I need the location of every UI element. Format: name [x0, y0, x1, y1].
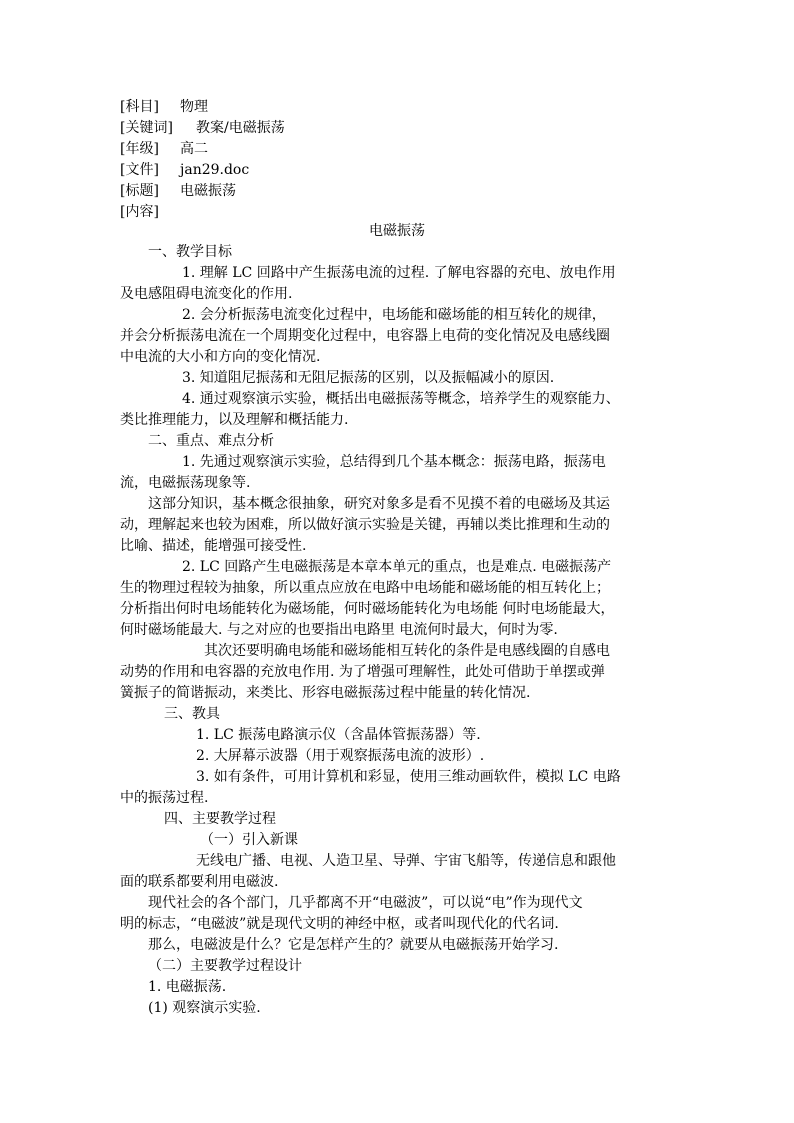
paragraph-line: 簧振子的简谐振动，来类比、形容电磁振荡过程中能量的转化情况.: [120, 685, 531, 701]
section-heading: 四、主要教学过程: [164, 811, 276, 827]
paragraph-line: 何时磁场能最大. 与之对应的也要指出电路里 电流何时最大，何时为零.: [120, 622, 558, 638]
paragraph-line: 1. 理解 LC 回路中产生振荡电流的过程. 了解电容器的充电、放电作用: [182, 265, 616, 281]
paragraph-line: 1. 先通过观察演示实验，总结得到几个基本概念：振荡电路，振荡电: [182, 454, 606, 470]
paragraph-line: 无线电广播、电视、人造卫星、导弹、宇宙飞船等，传递信息和跟他: [196, 853, 616, 869]
meta-keywords: [关键词] 教案/电磁振荡: [120, 120, 285, 136]
paragraph-line: 及电感阻碍电流变化的作用.: [120, 286, 293, 302]
meta-content: [内容]: [120, 204, 159, 220]
paragraph-line: 2. 大屏幕示波器（用于观察振荡电流的波形）.: [196, 748, 485, 764]
paragraph-line: 流，电磁振荡现象等.: [120, 475, 251, 491]
paragraph-line: 1. 电磁振荡.: [148, 979, 227, 995]
paragraph-line: 生的物理过程较为抽象，所以重点应放在电路中电场能和磁场能的相互转化上；: [120, 580, 610, 596]
paragraph-line: (1) 观察演示实验.: [148, 1000, 261, 1016]
paragraph-line: 分析指出何时电场能转化为磁场能，何时磁场能转化为电场能 何时电场能最大，: [120, 601, 615, 617]
paragraph-line: 那么，电磁波是什么？它是怎样产生的？就要从电磁振荡开始学习.: [148, 937, 559, 953]
paragraph-line: 3. 如有条件，可用计算机和彩显，使用三维动画软件，模拟 LC 电路: [196, 769, 621, 785]
meta-grade: [年级] 高二: [120, 141, 208, 157]
paragraph-line: 并会分析振荡电流在一个周期变化过程中，电容器上电荷的变化情况及电感线圈: [120, 328, 610, 344]
subsection-heading: （一）引入新课: [200, 832, 298, 848]
subsection-heading: （二）主要教学过程设计: [148, 958, 302, 974]
section-heading: 一、教学目标: [148, 244, 232, 260]
paragraph-line: 动势的作用和电容器的充放电作用. 为了增强可理解性，此处可借助于单摆或弹: [120, 664, 605, 680]
meta-title: [标题] 电磁振荡: [120, 183, 236, 199]
paragraph-line: 比喻、描述，能增强可接受性.: [120, 538, 307, 554]
section-heading: 三、教具: [164, 706, 220, 722]
paragraph-line: 2. LC 回路产生电磁振荡是本章本单元的重点，也是难点. 电磁振荡产: [182, 559, 612, 575]
document-title: 电磁振荡: [369, 223, 425, 239]
paragraph-line: 现代社会的各个部门，几乎都离不开“电磁波”，可以说“电”作为现代文: [148, 895, 583, 911]
paragraph-line: 2. 会分析振荡电流变化过程中，电场能和磁场能的相互转化的规律，: [182, 307, 606, 323]
paragraph-line: 4. 通过观察演示实验，概括出电磁振荡等概念，培养学生的观察能力、: [182, 391, 620, 407]
paragraph-line: 类比推理能力，以及理解和概括能力.: [120, 412, 349, 428]
paragraph-line: 动，理解起来也较为困难，所以做好演示实验是关键，再辅以类比推理和生动的: [120, 517, 610, 533]
paragraph-line: 这部分知识，基本概念很抽象，研究对象多是看不见摸不着的电磁场及其运: [148, 496, 610, 512]
paragraph-line: 面的联系都要利用电磁波.: [120, 874, 279, 890]
paragraph-line: 其次还要明确电场能和磁场能相互转化的条件是电感线圈的自感电: [204, 643, 610, 659]
meta-subject: [科目] 物理: [120, 99, 208, 115]
paragraph-line: 中的振荡过程.: [120, 790, 209, 806]
section-heading: 二、重点、难点分析: [148, 433, 274, 449]
paragraph-line: 3. 知道阻尼振荡和无阻尼振荡的区别，以及振幅减小的原因.: [182, 370, 555, 386]
paragraph-line: 明的标志，“电磁波”就是现代文明的神经中枢，或者叫现代化的代名词.: [120, 916, 559, 932]
paragraph-line: 1. LC 振荡电路演示仪（含晶体管振荡器）等.: [196, 727, 481, 743]
meta-file: [文件] jan29.doc: [120, 162, 250, 178]
paragraph-line: 中电流的大小和方向的变化情况.: [120, 349, 321, 365]
